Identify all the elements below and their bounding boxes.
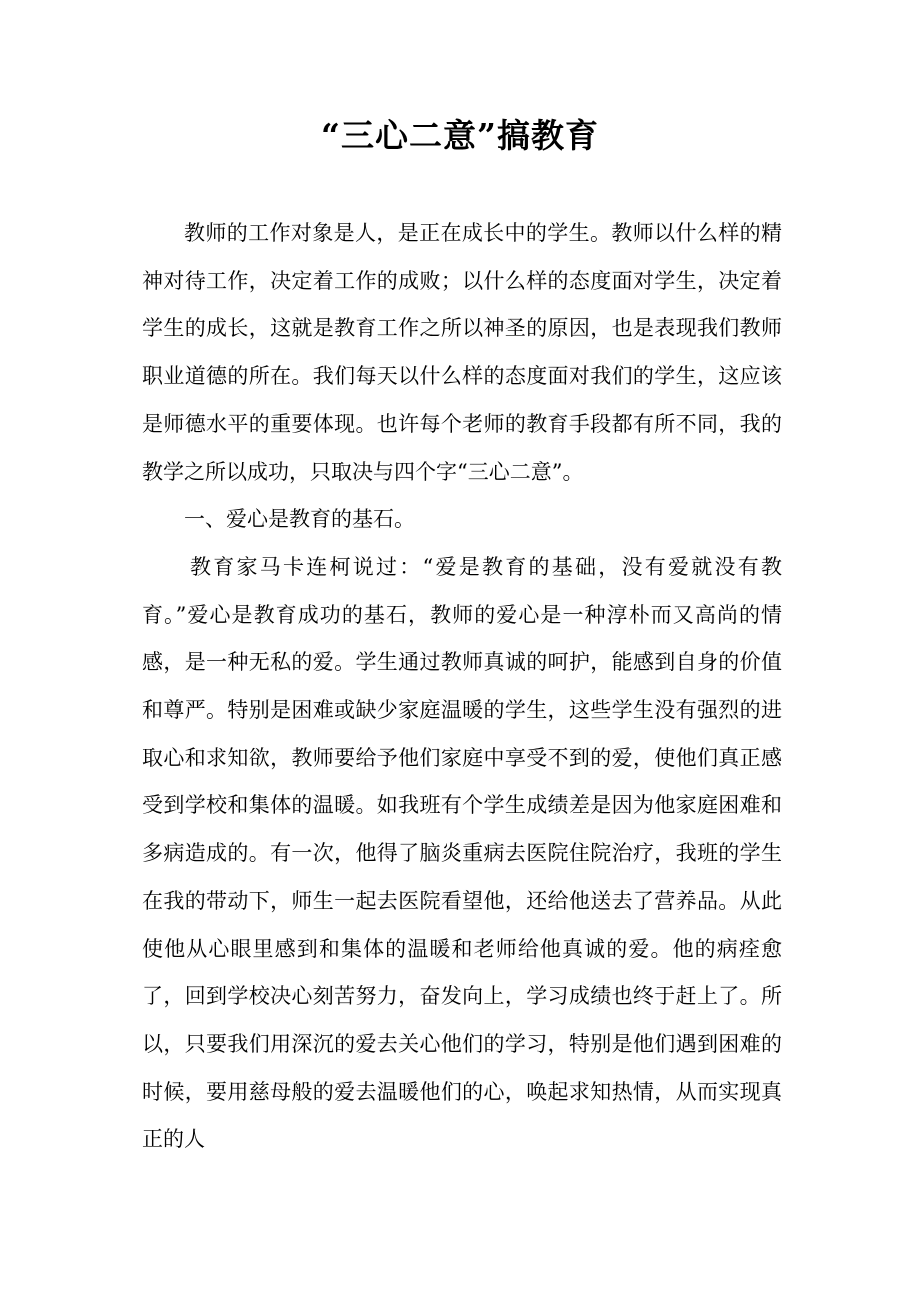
section-heading-love: 一、爱心是教育的基石。 [184,507,415,532]
document-title: “三心二意”搞教育 [321,116,599,155]
love-paragraph: 教育家马卡连柯说过：“爱是教育的基础，没有爱就没有教育。”爱心是教育成功的基石，教师的爱心是一种淳朴而又高尚的情感，是一种无私的爱。学生通过教师真诚的呵护，能感到自身的价值和尊严。特别是困难或缺少家庭温暖的学生，这些学生没有强烈的进取心和求知欲，教师要给予他们家庭中享受不到的爱，使他们真正感受到学校和集体的温暖。如我班有个学生成绩差是因为他家庭困难和多病造成的。有一次，他得了脑炎重病去医院住院治疗，我班的学生在我的带动下，师生一起去医院看望他，还给他送去了营养品。从此使他从心眼里感到和集体的温暖和老师给他真诚的爱。他的病痊愈了，回到学校决心刻苦努力，奋发向上，学习成绩也终于赶上了。所以，只要我们用深沉的爱去关心他们的学习，特别是他们遇到困难的时候，要用慈母般的爱去温暖他们的心，唤起求知热情，从而实现真正的人 [142,554,782,1152]
intro-paragraph: 教师的工作对象是人，是正在成长中的学生。教师以什么样的精神对待工作，决定着工作的成败；以什么样的态度面对学生，决定着学生的成长，这就是教育工作之所以神圣的原因，也是表现我们教师职业道德的所在。我们每天以什么样的态度面对我们的学生，这应该是师德水平的重要体现。也许每个老师的教育手段都有所不同，我的教学之所以成功，只取决与四个字“三心二意”。 [142,221,782,484]
document-body [142,210,782,1164]
